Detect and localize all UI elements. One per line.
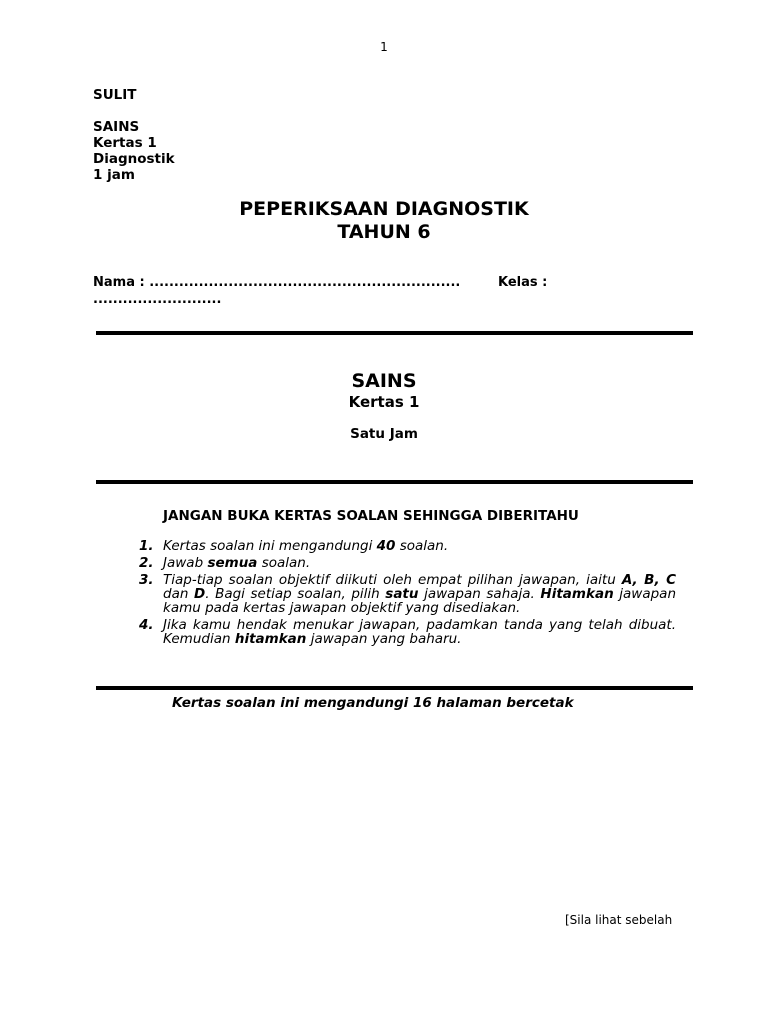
instruction-text: jawapan kamu pada kertas jawapan objektif yang disediakan. xyxy=(163,586,676,616)
turn-over-note: [Sila lihat sebelah xyxy=(565,913,673,927)
divider-bottom xyxy=(96,686,693,690)
instruction-text: dan xyxy=(163,586,194,602)
instruction-text: jawapan sahaja. xyxy=(418,586,541,602)
instruction-text: . Bagi setiap soalan, pilih xyxy=(205,586,386,602)
instruction-emphasis: semua xyxy=(207,555,258,571)
divider-middle xyxy=(96,480,693,484)
class-label: Kelas : xyxy=(498,275,548,290)
instruction-number: 4. xyxy=(139,617,154,633)
instruction-emphasis: satu xyxy=(385,586,419,602)
name-field xyxy=(93,275,460,290)
header-duration: 1 jam xyxy=(93,167,135,183)
instruction-emphasis: Hitamkan xyxy=(540,586,614,602)
exam-title-line-2: TAHUN 6 xyxy=(337,221,431,243)
header-paper: Kertas 1 xyxy=(93,135,157,151)
exam-title xyxy=(0,198,768,244)
cover-paper: Kertas 1 xyxy=(348,393,420,411)
instruction-item xyxy=(137,556,676,570)
header-exam-type: Diagnostik xyxy=(93,151,175,167)
exam-title-line-1: PEPERIKSAAN DIAGNOSTIK xyxy=(239,198,529,220)
instruction-emphasis: D xyxy=(193,586,206,602)
instruction-emphasis: A, B, C xyxy=(621,572,676,588)
instruction-text: Jika kamu hendak menukar jawapan, padamkan tanda yang telah dibuat. Kemudian xyxy=(163,617,676,647)
instruction-text: soalan. xyxy=(395,538,449,554)
instruction-text: Tiap-tiap soalan objektif diikuti oleh empat pilihan jawapan, iaitu xyxy=(163,572,622,588)
page-number: 1 xyxy=(380,40,388,54)
warning-notice: JANGAN BUKA KERTAS SOALAN SEHINGGA DIBERITAHU xyxy=(163,508,579,524)
instruction-number: 3. xyxy=(139,572,154,588)
class-dots: .......................... xyxy=(93,292,222,307)
instruction-emphasis: 40 xyxy=(376,538,396,554)
instructions-list xyxy=(137,539,676,649)
classification-label: SULIT xyxy=(93,87,137,103)
instruction-text: soalan. xyxy=(257,555,311,571)
instruction-item xyxy=(137,618,676,646)
cover-duration: Satu Jam xyxy=(350,426,418,442)
instruction-item xyxy=(137,539,676,553)
instruction-number: 2. xyxy=(139,555,154,571)
instruction-item xyxy=(137,573,676,615)
paper-header xyxy=(93,87,175,183)
name-label: Nama : xyxy=(93,275,145,290)
divider-top xyxy=(96,331,693,335)
page-count-note: Kertas soalan ini mengandungi 16 halaman bercetak xyxy=(172,695,574,711)
instruction-text: jawapan yang baharu. xyxy=(306,631,462,647)
instruction-text: Kertas soalan ini mengandungi xyxy=(163,538,377,554)
instruction-emphasis: hitamkan xyxy=(234,631,307,647)
instruction-text: Jawab xyxy=(163,555,208,571)
header-subject: SAINS xyxy=(93,119,140,135)
name-dots: ............................................................... xyxy=(149,275,461,290)
instruction-number: 1. xyxy=(139,538,154,554)
cover-subject: SAINS xyxy=(351,370,417,392)
